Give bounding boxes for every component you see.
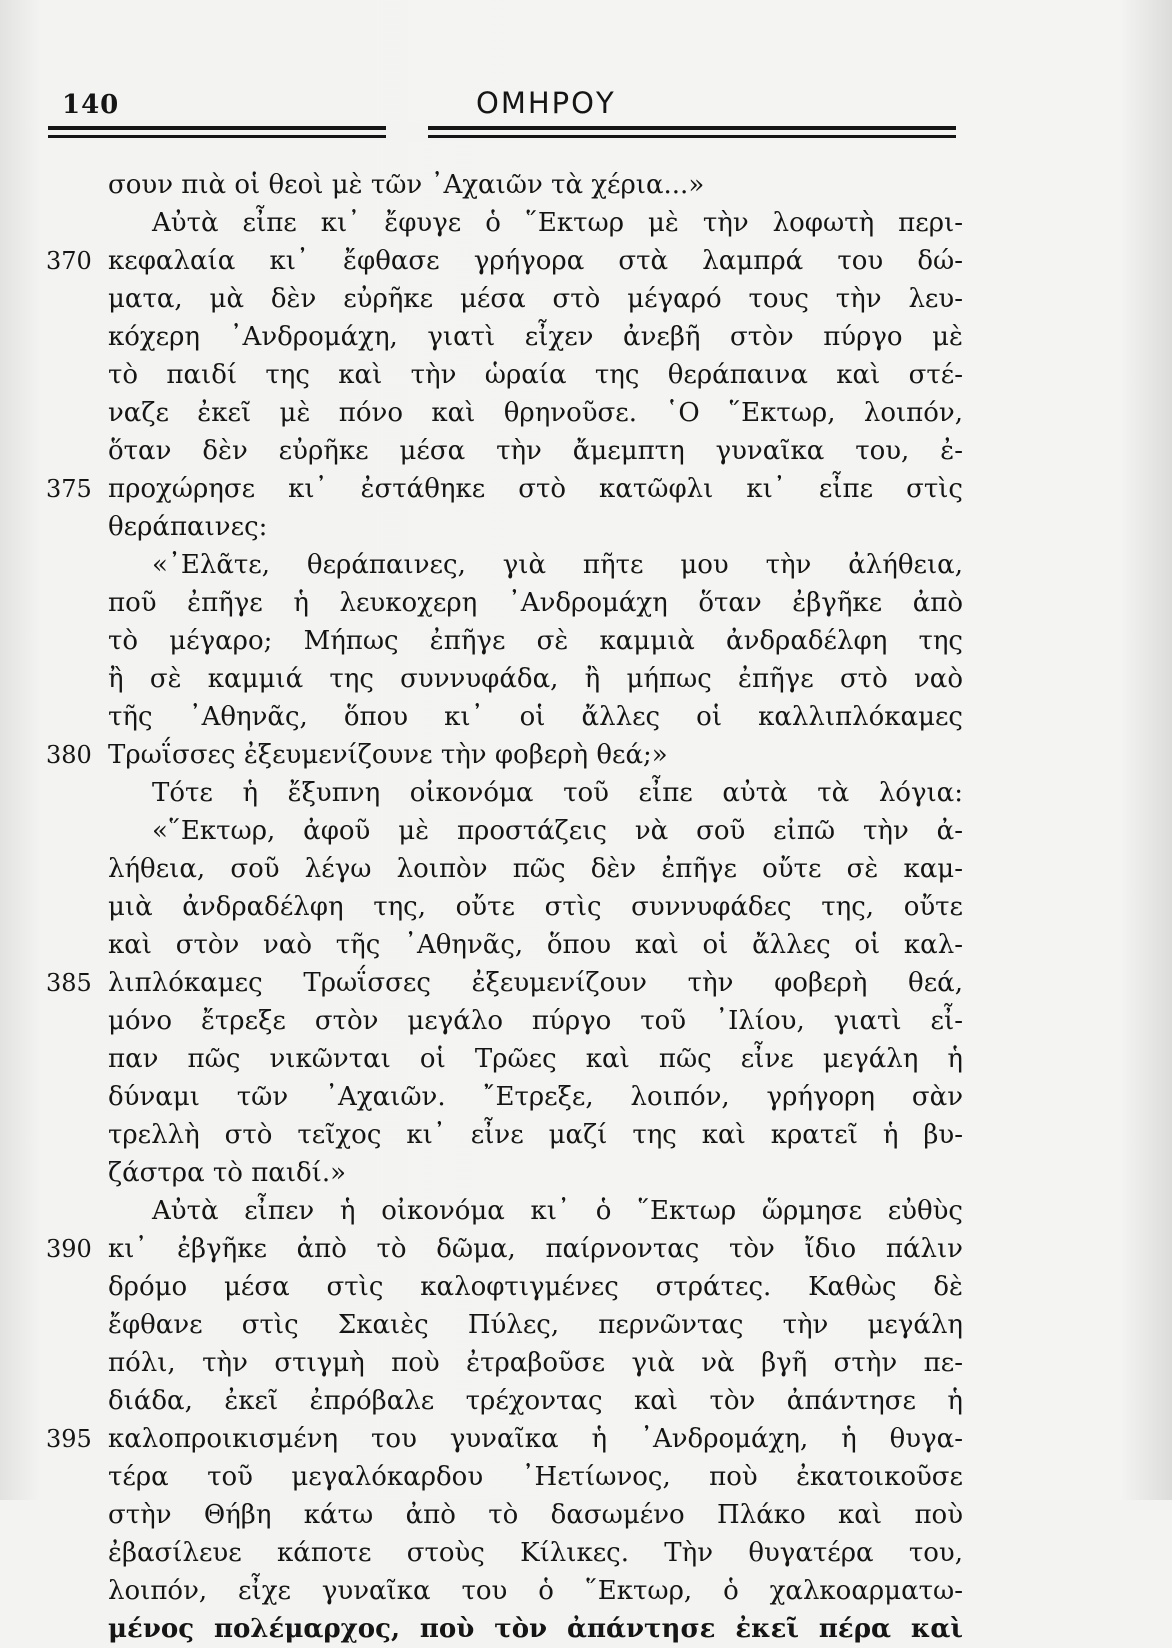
line-number: 375 [46, 475, 92, 503]
text-line [108, 774, 963, 812]
text-line [108, 280, 963, 318]
text-line [108, 356, 963, 394]
line-text: ποῦ ἐπῆγε ἡ λευκοχερη ᾿Ανδρομάχη ὅταν ἐβγῆκε ἀπὸ [108, 588, 963, 618]
line-text: παν πῶς νικῶνται οἱ Τρῶες καὶ πῶς εἶνε μεγάλη ἡ [108, 1044, 963, 1074]
text-line [108, 1192, 963, 1230]
header-rule-top [48, 126, 956, 130]
line-text: κεφαλαία κι᾿ ἔφθασε γρήγορα στὰ λαμπρά του δώ- [108, 246, 963, 276]
text-line [46, 1420, 963, 1458]
running-head: ΟΜΗΡΟΥ [476, 86, 616, 120]
line-text: λιπλόκαμες Τρωΐσσες ἐξευμενίζουν τὴν φοβερὴ θεά, [108, 968, 963, 998]
line-text: «῞Εκτωρ, ἀφοῦ μὲ προστάζεις νὰ σοῦ εἰπῶ τὴν ἀ- [152, 816, 963, 846]
line-text: σουν πιὰ οἱ θεοὶ μὲ τῶν ᾿Αχαιῶν τὰ χέρια...» [108, 170, 705, 200]
line-text: δρόμο μέσα στὶς καλοφτιγμένες στράτες. Καθὼς δὲ [108, 1272, 963, 1302]
text-line [108, 1306, 963, 1344]
line-text: τρελλὴ στὸ τεῖχος κι᾿ εἶνε μαζί της καὶ κρατεῖ ἡ βυ- [108, 1120, 963, 1150]
text-line [108, 546, 963, 584]
line-text: καλοπροικισμένη του γυναῖκα ἡ ᾿Ανδρομάχη, ἡ θυγα- [108, 1424, 963, 1454]
text-line [108, 622, 963, 660]
text-line [108, 318, 963, 356]
line-text: κι᾿ ἐβγῆκε ἀπὸ τὸ δῶμα, παίρνοντας τὸν ἴδιο πάλιν [108, 1234, 963, 1264]
line-text: μιὰ ἀνδραδέλφη της, οὔτε στὶς συννυφάδες της, οὔτε [108, 892, 963, 922]
line-text: «᾿Ελᾶτε, θεράπαινες, γιὰ πῆτε μου τὴν ἀλήθεια, [152, 550, 963, 580]
text-line [108, 1572, 963, 1610]
line-text: λοιπόν, εἶχε γυναῖκα του ὁ ῞Εκτωρ, ὁ χαλκοαρματω- [108, 1576, 963, 1606]
line-text: πόλι, τὴν στιγμὴ ποὺ ἐτραβοῦσε γιὰ νὰ βγῆ στὴν πε- [108, 1348, 963, 1378]
text-line [108, 1382, 963, 1420]
text-line [108, 1534, 963, 1572]
line-text: ναζε ἐκεῖ μὲ πόνο καὶ θρηνοῦσε. ῾Ο ῞Εκτωρ, λοιπόν, [108, 398, 963, 428]
line-text: ζάστρα τὸ παιδί.» [108, 1158, 347, 1188]
line-text: ἔφθανε στὶς Σκαιὲς Πύλες, περνῶντας τὴν μεγάλη [108, 1310, 963, 1340]
text-line [108, 1268, 963, 1306]
text-line [46, 736, 963, 774]
line-text: Τότε ἡ ἔξυπνη οἰκονόμα τοῦ εἶπε αὐτὰ τὰ λόγια: [152, 778, 963, 808]
line-text: στὴν Θήβη κάτω ἀπὸ τὸ δασωμένο Πλάκο καὶ ποὺ [108, 1500, 963, 1530]
line-text: τέρα τοῦ μεγαλόκαρδου ᾿Ηετίωνος, ποὺ ἐκατοικοῦσε [108, 1462, 963, 1492]
page-header [62, 86, 958, 126]
line-text: καὶ στὸν ναὸ τῆς ᾿Αθηνᾶς, ὅπου καὶ οἱ ἄλλες οἱ καλ- [108, 930, 963, 960]
text-line [108, 1344, 963, 1382]
line-text: ὅταν δὲν εὐρῆκε μέσα τὴν ἄμεμπτη γυναῖκα του, ἐ- [108, 436, 963, 466]
text-line [108, 1040, 963, 1078]
line-text: τὸ παιδί της καὶ τὴν ὡραία της θεράπαινα καὶ στέ- [108, 360, 963, 390]
line-number: 395 [46, 1425, 92, 1453]
line-text: διάδα, ἐκεῖ ἐπρόβαλε τρέχοντας καὶ τὸν ἀπάντησε ἡ [108, 1386, 963, 1416]
text-line [46, 1230, 963, 1268]
text-line [108, 812, 963, 850]
header-rule [48, 126, 956, 140]
text-line [108, 1002, 963, 1040]
line-text: τὸ μέγαρο; Μήπως ἐπῆγε σὲ καμμιὰ ἀνδραδέλφη της [108, 626, 963, 656]
text-line [108, 1610, 963, 1648]
text-line [46, 242, 963, 280]
header-rule-bottom [48, 135, 956, 138]
line-text: προχώρησε κι᾿ ἐστάθηκε στὸ κατῶφλι κι᾿ εἶπε στὶς [108, 474, 963, 504]
text-line [108, 584, 963, 622]
text-line [46, 964, 963, 1002]
text-line [108, 394, 963, 432]
line-number: 390 [46, 1235, 92, 1263]
text-line [108, 166, 963, 204]
line-text: Αὐτὰ εἶπε κι᾿ ἔφυγε ὁ ῞Εκτωρ μὲ τὴν λοφωτὴ περι- [152, 208, 963, 238]
text-line [108, 1496, 963, 1534]
text-line [46, 470, 963, 508]
line-text: κόχερη ᾿Ανδρομάχη, γιατὶ εἶχεν ἀνεβῆ στὸν πύργο μὲ [108, 322, 963, 352]
line-text: ἢ σὲ καμμιά της συννυφάδα, ἢ μήπως ἐπῆγε στὸ ναὸ [108, 664, 963, 694]
line-text: μένος πολέμαρχος, ποὺ τὸν ἀπάντησε ἐκεῖ πέρα καὶ [108, 1614, 963, 1644]
text-line [108, 660, 963, 698]
text-line [108, 1154, 963, 1192]
line-text: ματα, μὰ δὲν εὐρῆκε μέσα στὸ μέγαρό τους τὴν λευ- [108, 284, 963, 314]
header-rule-break [386, 124, 428, 140]
text-line [108, 926, 963, 964]
text-line [108, 698, 963, 736]
text-line [108, 508, 963, 546]
text-line [108, 204, 963, 242]
line-text: δύναμι τῶν ᾿Αχαιῶν. ῎Ετρεξε, λοιπόν, γρήγορη σὰν [108, 1082, 963, 1112]
line-text: ἐβασίλευε κάποτε στοὺς Κίλικες. Τὴν θυγατέρα του, [108, 1538, 963, 1568]
body-text [46, 166, 963, 1648]
line-number: 385 [46, 969, 92, 997]
text-line [108, 1116, 963, 1154]
text-line [108, 1078, 963, 1116]
text-line [108, 1458, 963, 1496]
line-text: τῆς ᾿Αθηνᾶς, ὅπου κι᾿ οἱ ἄλλες οἱ καλλιπλόκαμες [108, 702, 963, 732]
page-number: 140 [62, 90, 120, 120]
line-number: 370 [46, 247, 92, 275]
text-line [108, 850, 963, 888]
line-text: Τρωΐσσες ἐξευμενίζουνε τὴν φοβερὴ θεά;» [108, 740, 668, 770]
line-text: λήθεια, σοῦ λέγω λοιπὸν πῶς δὲν ἐπῆγε οὔτε σὲ καμ- [108, 854, 963, 884]
text-line [108, 432, 963, 470]
line-text: θεράπαινες: [108, 512, 268, 542]
line-number: 380 [46, 741, 92, 769]
line-text: Αὐτὰ εἶπεν ἡ οἰκονόμα κι᾿ ὁ ῞Εκτωρ ὥρμησε εὐθὺς [152, 1196, 963, 1226]
line-text: μόνο ἔτρεξε στὸν μεγάλο πύργο τοῦ ᾿Ιλίου, γιατὶ εἶ- [108, 1006, 963, 1036]
text-line [108, 888, 963, 926]
